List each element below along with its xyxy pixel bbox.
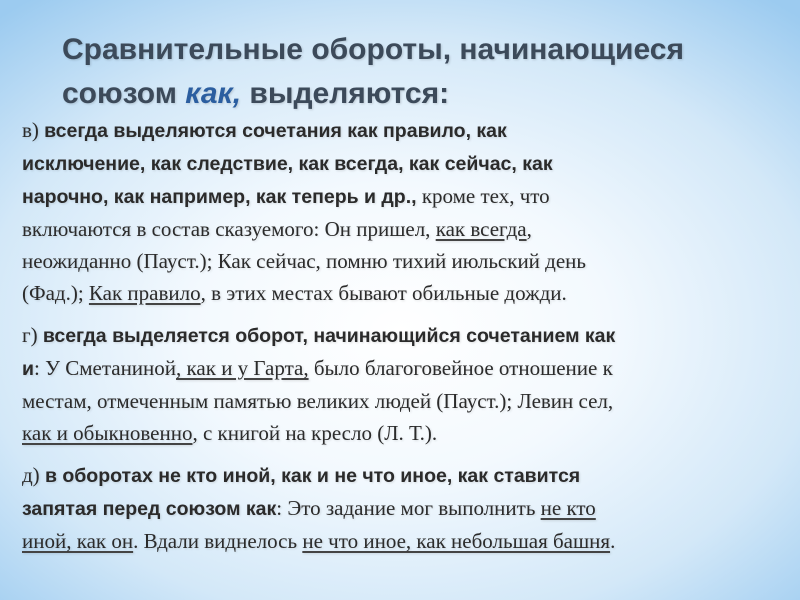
underlined-example: Как правило — [88, 281, 201, 305]
body-text: : Это задание мог выполнить — [276, 496, 541, 520]
body-text: , — [526, 217, 532, 241]
text-line — [22, 114, 782, 147]
paragraph-g — [22, 319, 782, 449]
body-text: было благоговейное отношение к — [308, 356, 613, 380]
slide-body — [22, 114, 782, 567]
rule-text: запятая перед союзом как — [22, 498, 277, 520]
title-emphasis: как, — [185, 77, 242, 110]
body-text: кроме тех, что — [416, 184, 550, 208]
body-text: местам, отмеченным памятью великих людей (Пауст.); Левин сел, — [22, 389, 614, 413]
body-text: . Вдали виднелось — [133, 529, 303, 553]
underlined-example: не что иное, как небольшая башня — [302, 529, 611, 553]
text-line — [22, 277, 782, 309]
underlined-example: не кто — [540, 496, 596, 520]
text-line — [22, 180, 782, 213]
item-letter: д) — [22, 463, 45, 487]
body-text: : У Сметаниной — [34, 356, 177, 380]
body-text: , в этих местах бывают обильные дожди. — [200, 281, 567, 305]
body-text: неожиданно (Пауст.); Как сейчас, помню тихий июльский день — [22, 249, 586, 273]
text-line — [22, 245, 782, 277]
text-line — [22, 525, 782, 557]
underlined-example: как и обыкновенно — [22, 421, 193, 445]
paragraph-d — [22, 459, 782, 557]
title-text: выделяются: — [241, 77, 450, 110]
text-line — [22, 352, 782, 385]
body-text: , с книгой на кресло (Л. Т.). — [192, 421, 438, 445]
rule-text: исключение, как следствие, как всегда, как сейчас, как — [22, 153, 553, 175]
text-line — [22, 319, 782, 352]
title-line-1: Сравнительные обороты, начинающиеся — [62, 33, 684, 66]
item-letter: в) — [22, 118, 45, 142]
text-line — [22, 213, 782, 245]
title-line-2 — [62, 72, 782, 116]
text-line — [22, 459, 782, 492]
text-line — [22, 385, 782, 417]
underlined-example: иной, как он — [22, 529, 134, 553]
underlined-example: , как и у Гарта, — [176, 356, 309, 380]
rule-text: в оборотах не кто иной, как и не что иное, как ставится — [44, 465, 581, 487]
title-text: союзом — [62, 77, 186, 110]
body-text: (Фад.); — [22, 281, 89, 305]
text-line — [22, 147, 782, 180]
rule-text: всегда выделяются сочетания как правило, как — [44, 120, 507, 142]
text-line — [22, 492, 782, 525]
rule-text: нарочно, как например, как теперь и др., — [22, 186, 417, 208]
text-line — [22, 417, 782, 449]
body-text: . — [610, 529, 616, 553]
body-text: включаются в состав сказуемого: Он пришел, — [22, 217, 436, 241]
underlined-example: как всегда — [435, 217, 527, 241]
item-letter: г) — [22, 323, 43, 347]
rule-text: всегда выделяется оборот, начинающийся сочетанием как — [42, 325, 616, 347]
rule-text: и — [22, 358, 34, 380]
paragraph-v — [22, 114, 782, 309]
slide-title — [62, 28, 782, 116]
